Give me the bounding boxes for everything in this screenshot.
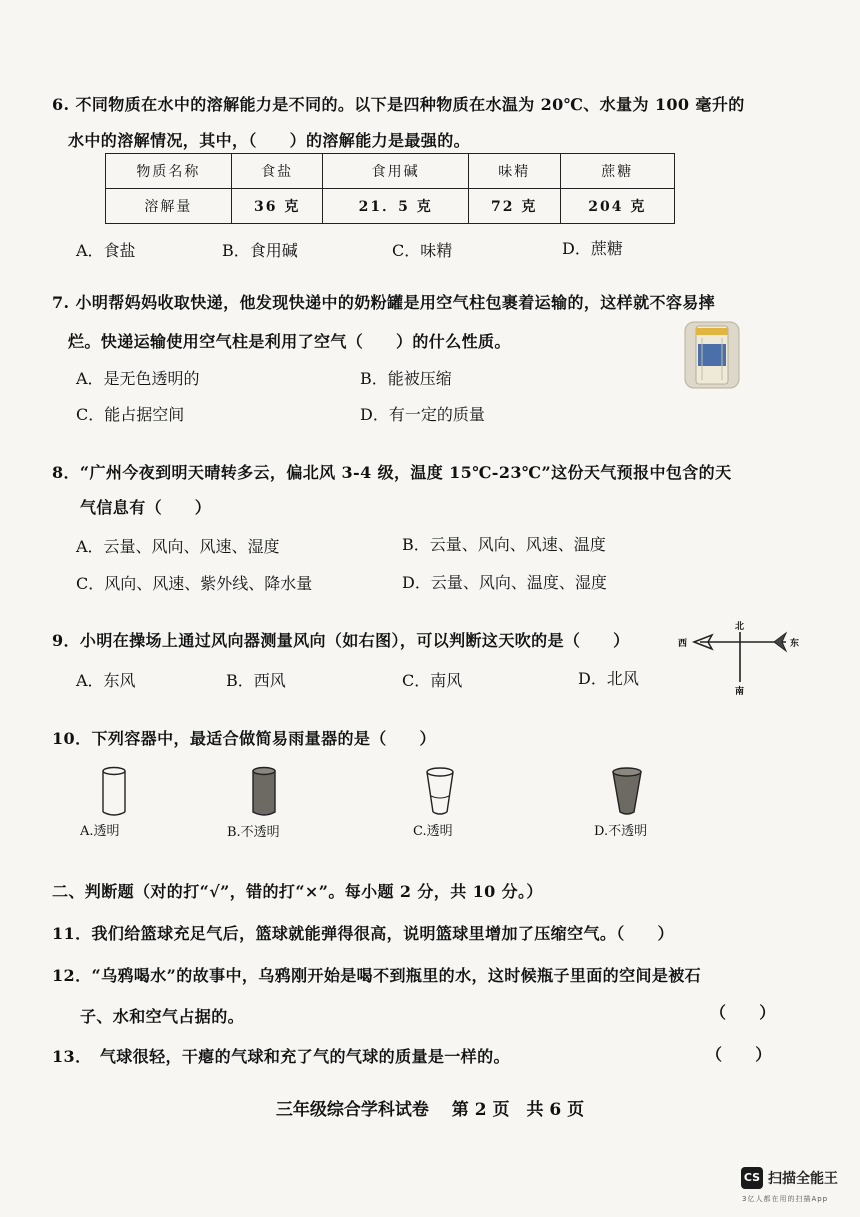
q9-option-c: C．南风 (402, 671, 463, 690)
table-cell: 溶解量 (106, 189, 232, 224)
milk-can-air-column-image (682, 318, 742, 390)
compass-north-label: 北 (735, 622, 745, 632)
q9-option-b: B．西风 (226, 671, 286, 690)
cup-a-icon (100, 766, 128, 818)
q8-option-b: B．云量、风向、风速、温度 (402, 535, 606, 554)
q8-option-a: A．云量、风向、风速、湿度 (76, 537, 280, 556)
solubility-table (105, 153, 675, 224)
q6-line2: 水中的溶解情况，其中，（ ）的溶解能力是最强的。 (68, 131, 471, 150)
watermark-subtitle: 3亿人都在用的扫描App (742, 1195, 829, 1203)
cup-c-label: C.透明 (413, 824, 453, 839)
table-cell: 204 克 (560, 189, 674, 224)
compass-east-label: 东 (790, 639, 800, 649)
q7-option-c: C．能占据空间 (76, 405, 185, 424)
table-cell: 72 克 (468, 189, 560, 224)
q7-line1: 7. 小明帮妈妈收取快递，他发现快递中的奶粉罐是用空气柱包裹着运输的，这样就不容易摔 (52, 293, 716, 312)
q6-option-d: D．蔗糖 (562, 239, 623, 258)
table-row (106, 189, 675, 224)
table-cell: 36 克 (231, 189, 323, 224)
table-cell: 味精 (468, 154, 560, 189)
page-footer: 三年级综合学科试卷 第 2 页 共 6 页 (275, 1100, 585, 1120)
q7-line2: 烂。快递运输使用空气柱是利用了空气（ ）的什么性质。 (68, 332, 511, 351)
cup-d-icon (610, 766, 644, 818)
table-cell: 食用碱 (323, 154, 468, 189)
q7-option-a: A．是无色透明的 (76, 369, 200, 388)
q12-line2: 子、水和空气占据的。 (80, 1007, 245, 1026)
q9-line1: 9．小明在操场上通过风向器测量风向（如右图），可以判断这天吹的是（ ） (52, 631, 630, 650)
table-row (106, 154, 675, 189)
q12-line1: 12．“乌鸦喝水”的故事中，乌鸦刚开始是喝不到瓶里的水，这时候瓶子里面的空间是被石 (52, 966, 702, 985)
wind-vane-figure (678, 618, 803, 698)
q8-option-c: C．风向、风速、紫外线、降水量 (76, 574, 313, 593)
cup-b-icon (250, 766, 278, 818)
q13-answer-paren: （ ） (706, 1045, 772, 1064)
table-cell: 21．5 克 (323, 189, 468, 224)
q7-option-b: B．能被压缩 (360, 369, 452, 388)
q6-line1: 6. 不同物质在水中的溶解能力是不同的。以下是四种物质在水温为 20℃、水量为 100 毫升的 (52, 95, 745, 114)
q12-answer-paren: （ ） (710, 1003, 776, 1022)
watermark-name: 扫描全能王 (768, 1171, 838, 1187)
table-cell: 物质名称 (106, 154, 232, 189)
table-cell: 食盐 (231, 154, 323, 189)
q8-line1: 8．“广州今夜到明天晴转多云，偏北风 3-4 级，温度 15℃-23℃”这份天气预报中包含的天 (52, 463, 732, 482)
section2-title: 二、判断题（对的打“√”，错的打“×”。每小题 2 分，共 10 分。） (52, 882, 543, 901)
q7-option-d: D．有一定的质量 (360, 405, 485, 424)
q10-line1: 10．下列容器中，最适合做简易雨量器的是（ ） (52, 729, 436, 748)
q9-option-d: D．北风 (578, 669, 639, 688)
compass-south-label: 南 (735, 687, 745, 697)
cup-a-label: A.透明 (80, 824, 120, 839)
q8-option-d: D．云量、风向、温度、湿度 (402, 573, 607, 592)
camscanner-logo-icon: CS (741, 1167, 763, 1189)
cup-c-icon (424, 766, 456, 818)
q9-option-a: A．东风 (76, 671, 136, 690)
table-cell: 蔗糖 (560, 154, 674, 189)
q6-option-b: B．食用碱 (222, 241, 298, 260)
cup-d-label: D.不透明 (594, 824, 648, 839)
q8-line2: 气信息有（ ） (80, 498, 212, 517)
q11: 11．我们给篮球充足气后，篮球就能弹得很高，说明篮球里增加了压缩空气。（ ） (52, 924, 674, 943)
q6-option-a: A．食盐 (76, 241, 136, 260)
compass-west-label: 西 (678, 639, 688, 649)
q6-option-c: C．味精 (392, 241, 453, 260)
q13: 13． 气球很轻，干瘪的气球和充了气的气球的质量是一样的。 (52, 1047, 510, 1066)
cup-b-label: B.不透明 (227, 825, 280, 840)
